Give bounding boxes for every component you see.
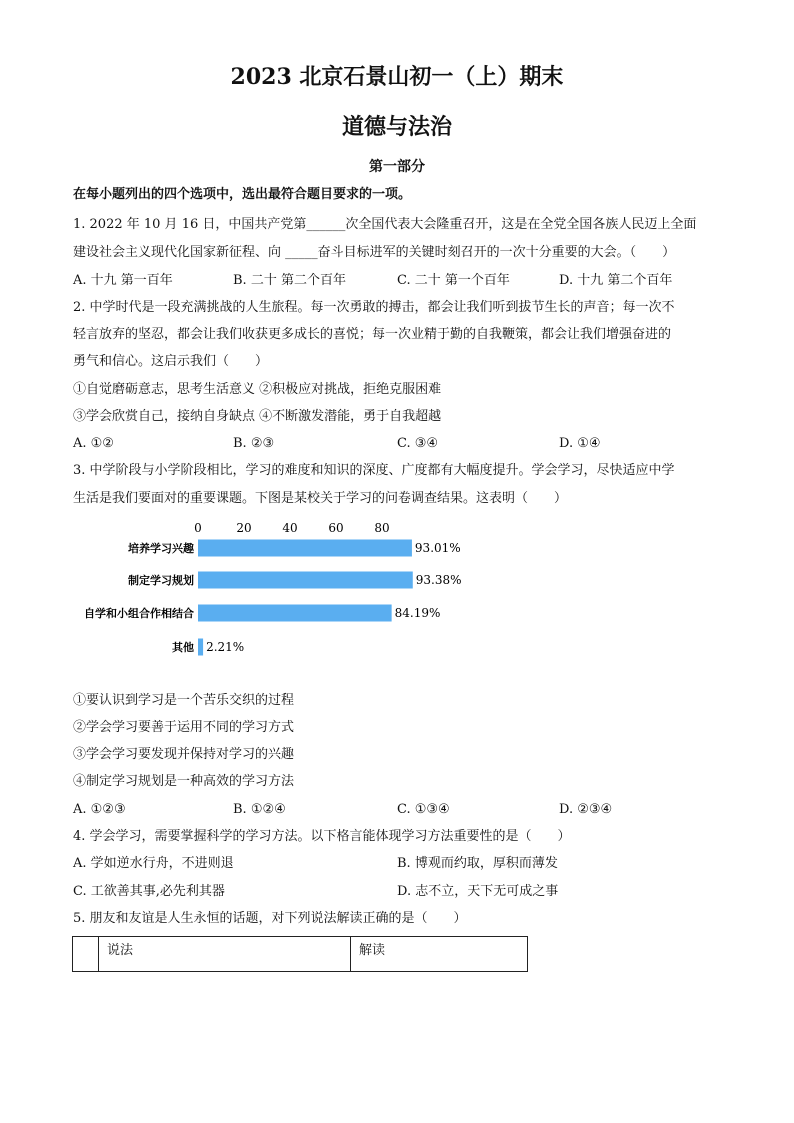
q2-line-1: 2. 中学时代是一段充满挑战的人生旅程。每一次勇敢的搏击，都会让我们听到拔节生长的声音；每一次不	[73, 300, 675, 315]
bar	[198, 572, 413, 589]
x-tick-label: 0	[194, 521, 202, 535]
x-tick-label: 20	[236, 521, 252, 535]
table-header-interpretation: 解读	[359, 943, 386, 958]
q2-line-2: 轻言放弃的坚忍，都会让我们收获更多成长的喜悦；每一次业精于勤的自我鞭策，都会让我们增强奋进的	[73, 327, 672, 342]
q1-option-b: B. 二十 第二个百年	[233, 273, 346, 288]
q4-option-d: D. 志不立，天下无可成之事	[397, 884, 559, 899]
category-label: 自学和小组合作相结合	[84, 607, 194, 620]
instruction-text: 在每小题列出的四个选项中，选出最符合题目要求的一项。	[73, 187, 412, 202]
x-tick-label: 80	[374, 521, 390, 535]
x-axis-ticks	[194, 521, 389, 535]
q1-line-1: 1. 2022 年 10 月 16 日，中国共产党第______次全国代表大会隆重召开，这是在全党全国各族人民迈上全面	[73, 217, 697, 232]
q3-statement-2: ②学会学习要善于运用不同的学习方式	[73, 720, 295, 735]
q4-option-b: B. 博观而约取，厚积而薄发	[397, 856, 558, 871]
q1-option-d: D. 十九 第二个百年	[559, 273, 673, 288]
q3-statement-1: ①要认识到学习是一个苦乐交织的过程	[73, 693, 295, 708]
q2-option-d: D. ①④	[559, 436, 601, 451]
subject-title: 道德与法治	[341, 114, 452, 140]
q2-statement-2: ③学会欣赏自己，接纳自身缺点 ④不断激发潜能，勇于自我超越	[73, 409, 442, 424]
q2-option-b: B. ②③	[233, 436, 275, 451]
chart-rows	[84, 540, 462, 656]
section-title: 第一部分	[369, 159, 425, 175]
bar-value-label: 93.38%	[415, 573, 462, 587]
q5-table	[72, 936, 528, 972]
q1-line-2: 建设社会主义现代化国家新征程、向 _____奋斗目标进军的关键时刻召开的一次十分重要的大会。（ ）	[73, 245, 676, 260]
bar-value-label: 93.01%	[414, 541, 461, 555]
table-index-cell	[73, 937, 99, 971]
category-label: 培养学习兴趣	[128, 542, 194, 555]
bar-value-label: 84.19%	[394, 606, 441, 620]
survey-bar-chart	[72, 518, 492, 668]
q2-line-3: 勇气和信心。这启示我们（ ）	[73, 354, 269, 369]
table-header-statement: 说法	[99, 937, 351, 971]
q3-option-a: A. ①②③	[73, 802, 126, 817]
q3-option-c: C. ①③④	[397, 802, 450, 817]
x-tick-label: 40	[282, 521, 298, 535]
q3-statement-3: ③学会学习要发现并保持对学习的兴趣	[73, 747, 295, 762]
bar	[198, 540, 412, 557]
q4-option-c: C. 工欲善其事,必先利其器	[73, 884, 225, 899]
q2-option-a: A. ①②	[73, 436, 114, 451]
category-label: 制定学习规划	[128, 574, 194, 587]
q3-statement-4: ④制定学习规划是一种高效的学习方法	[73, 774, 295, 789]
bar	[198, 639, 203, 656]
q1-option-a: A. 十九 第一百年	[73, 273, 173, 288]
q3-option-d: D. ②③④	[559, 802, 613, 817]
q5-line-1: 5. 朋友和友谊是人生永恒的话题，对下列说法解读正确的是（ ）	[73, 911, 467, 926]
q4-line-1: 4. 学会学习，需要掌握科学的学习方法。以下格言能体现学习方法重要性的是（ ）	[73, 829, 571, 844]
q3-line-2: 生活是我们要面对的重要课题。下图是某校关于学习的问卷调查结果。这表明（ ）	[73, 491, 568, 506]
bar	[198, 605, 392, 622]
bar-value-label: 2.21%	[206, 640, 245, 654]
exam-title: 2023 北京石景山初一（上）期末	[230, 64, 564, 90]
q3-option-b: B. ①②④	[233, 802, 286, 817]
q2-option-c: C. ③④	[397, 436, 439, 451]
x-tick-label: 60	[328, 521, 344, 535]
q3-line-1: 3. 中学阶段与小学阶段相比，学习的难度和知识的深度、广度都有大幅度提升。学会学习，尽快适应中学	[73, 463, 675, 478]
q2-statement-1: ①自觉磨砺意志，思考生活意义 ②积极应对挑战，拒绝克服困难	[73, 382, 442, 397]
q1-option-c: C. 二十 第一个百年	[397, 273, 510, 288]
q4-option-a: A. 学如逆水行舟，不进则退	[73, 856, 234, 871]
category-label: 其他	[172, 641, 194, 654]
